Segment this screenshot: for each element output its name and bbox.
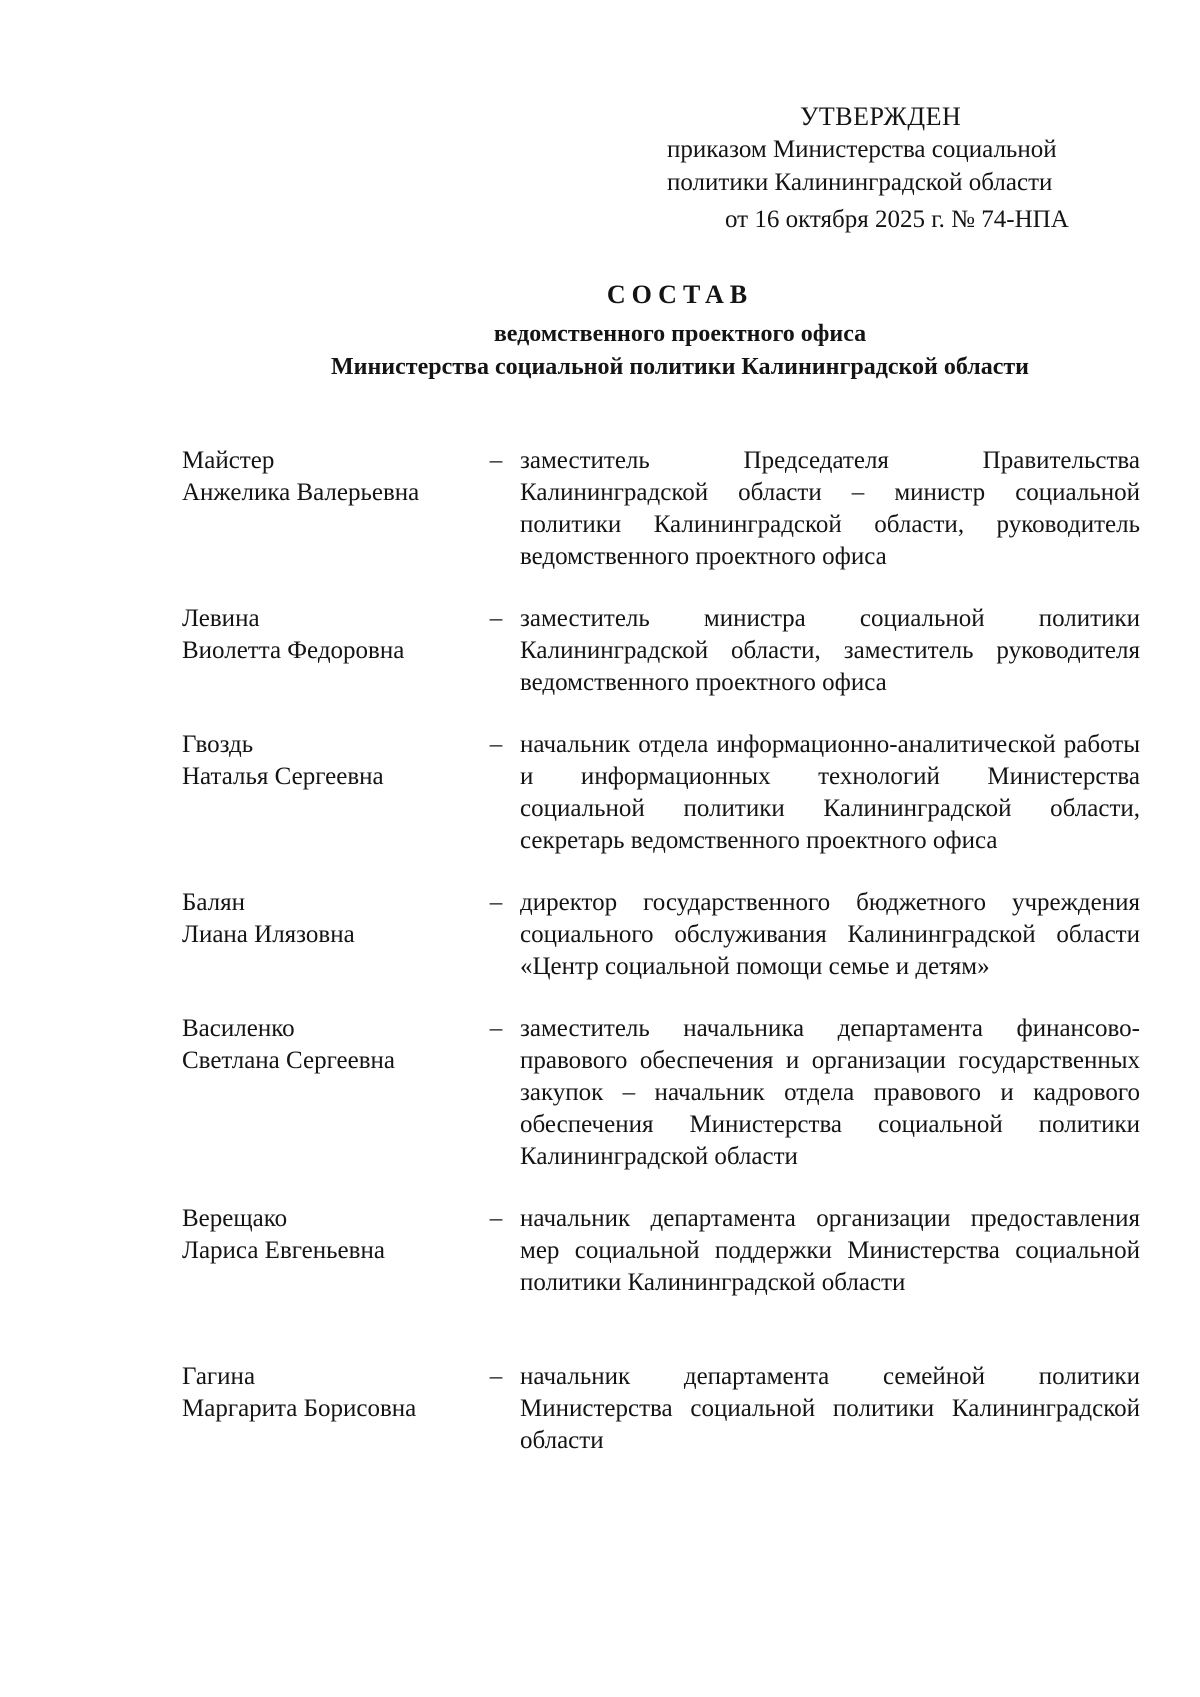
member-surname: Василенко bbox=[182, 1015, 295, 1042]
subtitle-line-1: ведомственного проектного офиса bbox=[493, 321, 867, 347]
member-given-name: Анжелика Валерьевна bbox=[182, 479, 420, 506]
member-given-name: Маргарита Борисовна bbox=[182, 1395, 417, 1422]
member-name bbox=[182, 729, 472, 793]
document-subtitle bbox=[230, 318, 1130, 384]
member-role: заместитель министра социальной политики Калининградской области, заместитель руководителя ведомственного проектного офиса bbox=[520, 605, 1140, 696]
member-surname: Левина bbox=[182, 605, 260, 632]
member-given-name: Лиана Илязовна bbox=[182, 921, 355, 948]
member-given-name: Лариса Евгеньевна bbox=[182, 1237, 385, 1264]
member-row bbox=[182, 603, 1142, 699]
approval-order-line: приказом Министерства социальной bbox=[667, 136, 1057, 163]
approval-ministry-line: политики Калининградской области bbox=[667, 169, 1053, 196]
member-given-name: Светлана Сергеевна bbox=[182, 1047, 396, 1074]
member-row bbox=[182, 1203, 1142, 1299]
spacer bbox=[182, 1299, 1142, 1361]
member-surname: Гагина bbox=[182, 1363, 256, 1390]
member-dash: – bbox=[489, 1363, 503, 1390]
member-name bbox=[182, 1013, 472, 1077]
member-name bbox=[182, 1361, 472, 1425]
spacer bbox=[182, 983, 1142, 1013]
member-name bbox=[182, 1203, 472, 1267]
member-surname: Майстер bbox=[182, 447, 275, 474]
member-role: начальник отдела информационно-аналитической работы и информационных технологий Министерства социальной политики Калининградской области, секретарь ведомственного проектного офиса bbox=[520, 731, 1140, 854]
approval-title: УТВЕРЖДЕН bbox=[800, 102, 962, 131]
member-surname: Балян bbox=[182, 889, 246, 916]
member-role: заместитель Председателя Правительства Калининградской области – министр социальной политики Калининградской области, руководитель ведомственного проектного офиса bbox=[520, 447, 1140, 570]
member-row bbox=[182, 445, 1142, 573]
document-heading: СОСТАВ bbox=[606, 280, 754, 309]
member-surname: Гвоздь bbox=[182, 731, 254, 758]
member-row bbox=[182, 1361, 1142, 1457]
member-list bbox=[182, 445, 1142, 1457]
member-dash: – bbox=[489, 605, 503, 632]
approval-block bbox=[667, 100, 1147, 236]
subtitle-line-2: Министерства социальной политики Калининградской области bbox=[331, 354, 1029, 380]
member-dash: – bbox=[489, 1015, 503, 1042]
member-role: начальник департамента организации предоставления мер социальной поддержки Министерства социальной политики Калининградской области bbox=[520, 1205, 1140, 1296]
spacer bbox=[182, 1173, 1142, 1203]
member-role: директор государственного бюджетного учреждения социального обслуживания Калининградской области «Центр социальной помощи семье и детям» bbox=[520, 889, 1140, 980]
member-dash: – bbox=[489, 731, 503, 758]
member-name bbox=[182, 887, 472, 951]
member-row bbox=[182, 729, 1142, 857]
spacer bbox=[182, 573, 1142, 603]
member-dash: – bbox=[489, 889, 503, 916]
member-surname: Верещако bbox=[182, 1205, 288, 1232]
member-given-name: Виолетта Федоровна bbox=[182, 637, 405, 664]
approval-date: от 16 октября 2025 г. № 74-НПА bbox=[725, 206, 1069, 233]
member-role: начальник департамента семейной политики Министерства социальной политики Калининградской области bbox=[520, 1363, 1140, 1454]
member-name bbox=[182, 445, 472, 509]
member-row bbox=[182, 1013, 1142, 1173]
spacer bbox=[182, 699, 1142, 729]
member-role: заместитель начальника департамента финансово-правового обеспечения и организации государственных закупок – начальник отдела правового и кадрового обеспечения Министерства социальной политики Калининградской области bbox=[520, 1015, 1140, 1170]
member-dash: – bbox=[489, 447, 503, 474]
member-dash: – bbox=[489, 1205, 503, 1232]
member-given-name: Наталья Сергеевна bbox=[182, 763, 384, 790]
member-row bbox=[182, 887, 1142, 983]
member-name bbox=[182, 603, 472, 667]
spacer bbox=[182, 857, 1142, 887]
